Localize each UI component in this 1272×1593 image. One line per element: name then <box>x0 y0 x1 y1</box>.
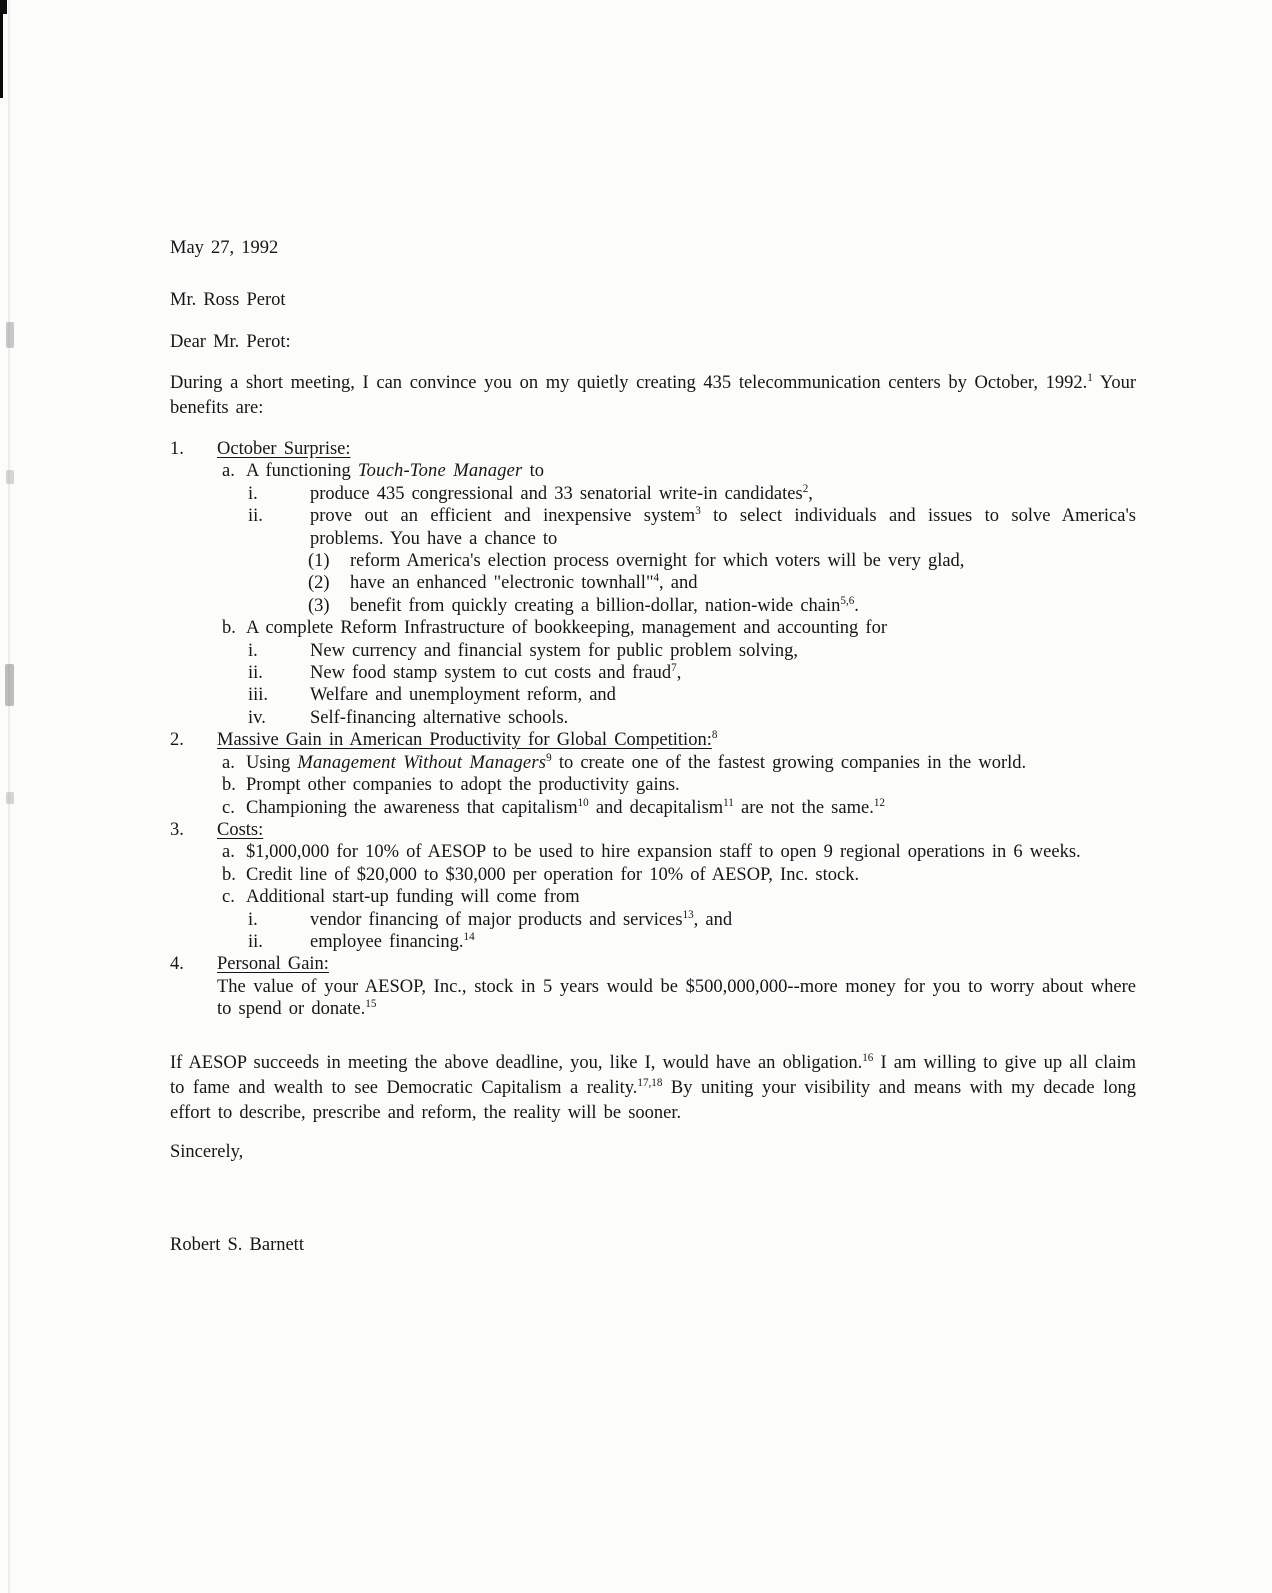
list-item-marker: c. <box>222 797 235 818</box>
list-item-marker: iv. <box>248 707 266 728</box>
letter-date: May 27, 1992 <box>170 238 279 258</box>
scan-artifact <box>5 664 14 706</box>
list-item <box>170 684 1136 706</box>
signature-name: Robert S. Barnett <box>170 1234 304 1255</box>
list-item <box>170 976 1136 1021</box>
list-item-marker: i. <box>248 640 258 661</box>
list-item-marker: 1. <box>170 439 184 459</box>
list-item-marker: 3. <box>170 819 184 840</box>
list-item-text: Using Management Without Managers$^9$ to create one of the fastest growing companies in the world. <box>246 751 1027 773</box>
list-item-text: New currency and financial system for public problem solving, <box>310 640 799 661</box>
list-item <box>170 483 1136 505</box>
list-item <box>170 752 1136 774</box>
letter-body <box>170 236 1136 1258</box>
list-item <box>170 729 1136 751</box>
list-item <box>170 774 1136 796</box>
list-item-text: vendor financing of major products and services$^{13}$, and <box>310 908 733 930</box>
list-item-marker: a. <box>222 842 235 863</box>
list-item <box>170 572 1136 594</box>
list-item <box>170 841 1136 863</box>
list-item-marker: b. <box>222 864 236 885</box>
list-item-marker: 4. <box>170 954 184 975</box>
list-item-text: $1,000,000 for 10% of AESOP to be used to hire expansion staff to open 9 regional operations in 6 weeks. <box>246 842 1081 863</box>
list-item <box>170 707 1136 729</box>
list-item-text: reform America's election process overnight for which voters will be very glad, <box>350 551 965 572</box>
list-item <box>170 550 1136 572</box>
list-item <box>170 617 1136 639</box>
list-item-text: Costs: <box>217 819 264 840</box>
list-item-text: A functioning Touch-Tone Manager to <box>246 461 544 482</box>
list-item-marker: c. <box>222 887 235 908</box>
scan-artifact <box>6 322 14 348</box>
list-item-text: Championing the awareness that capitalism$^{10}$ and decapitalism$^{11}$ are not the same.$^{12}$ <box>246 796 885 818</box>
scan-artifact <box>6 792 14 804</box>
list-item-marker <box>170 976 217 1021</box>
list-item-marker: (1) <box>308 551 330 572</box>
list-item <box>170 953 1136 975</box>
list-item-text: employee financing.$^{14}$ <box>310 930 475 952</box>
sign-off: Sincerely, <box>170 1141 244 1162</box>
list-item <box>170 460 1136 482</box>
list-item-marker: i. <box>248 909 258 930</box>
scan-artifact <box>6 470 14 484</box>
list-item <box>170 819 1136 841</box>
list-item <box>170 931 1136 953</box>
list-item-text: prove out an efficient and inexpensive system$^3$ to select individuals and issues to solve America's problems. You have a chance to <box>310 505 1136 549</box>
list-item <box>170 595 1136 617</box>
list-item-text: A complete Reform Infrastructure of bookkeeping, management and accounting for <box>246 618 888 639</box>
list-item-marker: ii. <box>248 506 263 527</box>
list-item-text: produce 435 congressional and 33 senatorial write-in candidates$^2$, <box>310 482 813 504</box>
list-item-text: Welfare and unemployment reform, and <box>310 685 616 706</box>
list-item-marker: a. <box>222 461 235 482</box>
list-item <box>170 662 1136 684</box>
closing-paragraph: If AESOP succeeds in meeting the above deadline, you, like I, would have an obligation.$^{16}$ I am willing to give up all claim to fame and wealth to see Democratic Capitalism a reality.$^{17,18}$ By uniting your visibility and means with my decade long effort to describe, prescribe and reform, the reality will be sooner. <box>170 1051 1137 1123</box>
scan-artifact <box>0 0 7 14</box>
list-item-text: Self-financing alternative schools. <box>310 707 569 728</box>
list-item-marker: 2. <box>170 730 184 751</box>
list-item-marker: (3) <box>308 595 330 616</box>
list-item-marker: (2) <box>308 573 330 594</box>
list-item-text: Credit line of $20,000 to $30,000 per operation for 10% of AESOP, Inc. stock. <box>246 864 860 885</box>
list-item-marker: a. <box>222 752 235 773</box>
list-item-marker: ii. <box>248 663 263 684</box>
list-item-text: October Surprise: <box>217 439 351 459</box>
list-item-text: The value of your AESOP, Inc., stock in 5 years would be $500,000,000--more money for you to worry about where to spend or donate.$^{15}$ <box>217 976 1136 1020</box>
list-item-marker: b. <box>222 775 236 796</box>
list-item-text: Massive Gain in American Productivity for Global Competition:$^8$ <box>217 729 718 751</box>
intro-paragraph: During a short meeting, I can convince you on my quietly creating 435 telecommunication centers by October, 1992.$^1$ Your benefits are: <box>170 371 1137 418</box>
list-item <box>170 864 1136 886</box>
list-item-marker: b. <box>222 618 236 639</box>
list-item-marker: i. <box>248 483 258 504</box>
list-item-text: have an enhanced "electronic townhall"$^4$, and <box>350 572 698 594</box>
list-item-text: Personal Gain: <box>217 954 329 975</box>
list-item-text: New food stamp system to cut costs and fraud$^7$, <box>310 661 682 684</box>
list-item <box>170 797 1136 819</box>
salutation: Dear Mr. Perot: <box>170 332 291 352</box>
list-item-marker: ii. <box>248 931 263 952</box>
scan-artifact <box>0 0 3 98</box>
list-item-text: Prompt other companies to adopt the productivity gains. <box>246 775 680 796</box>
list-item <box>170 886 1136 908</box>
list-item-marker: iii. <box>248 685 269 706</box>
outline-list <box>170 438 1136 1021</box>
list-item-text: benefit from quickly creating a billion-dollar, nation-wide chain$^{5,6}$. <box>350 594 859 616</box>
list-item <box>170 640 1136 662</box>
list-item-text: Additional start-up funding will come from <box>246 887 580 908</box>
list-item <box>170 909 1136 931</box>
list-item <box>170 438 1136 460</box>
list-item <box>170 505 1136 550</box>
scan-artifact <box>8 0 10 1593</box>
recipient-name: Mr. Ross Perot <box>170 290 286 310</box>
